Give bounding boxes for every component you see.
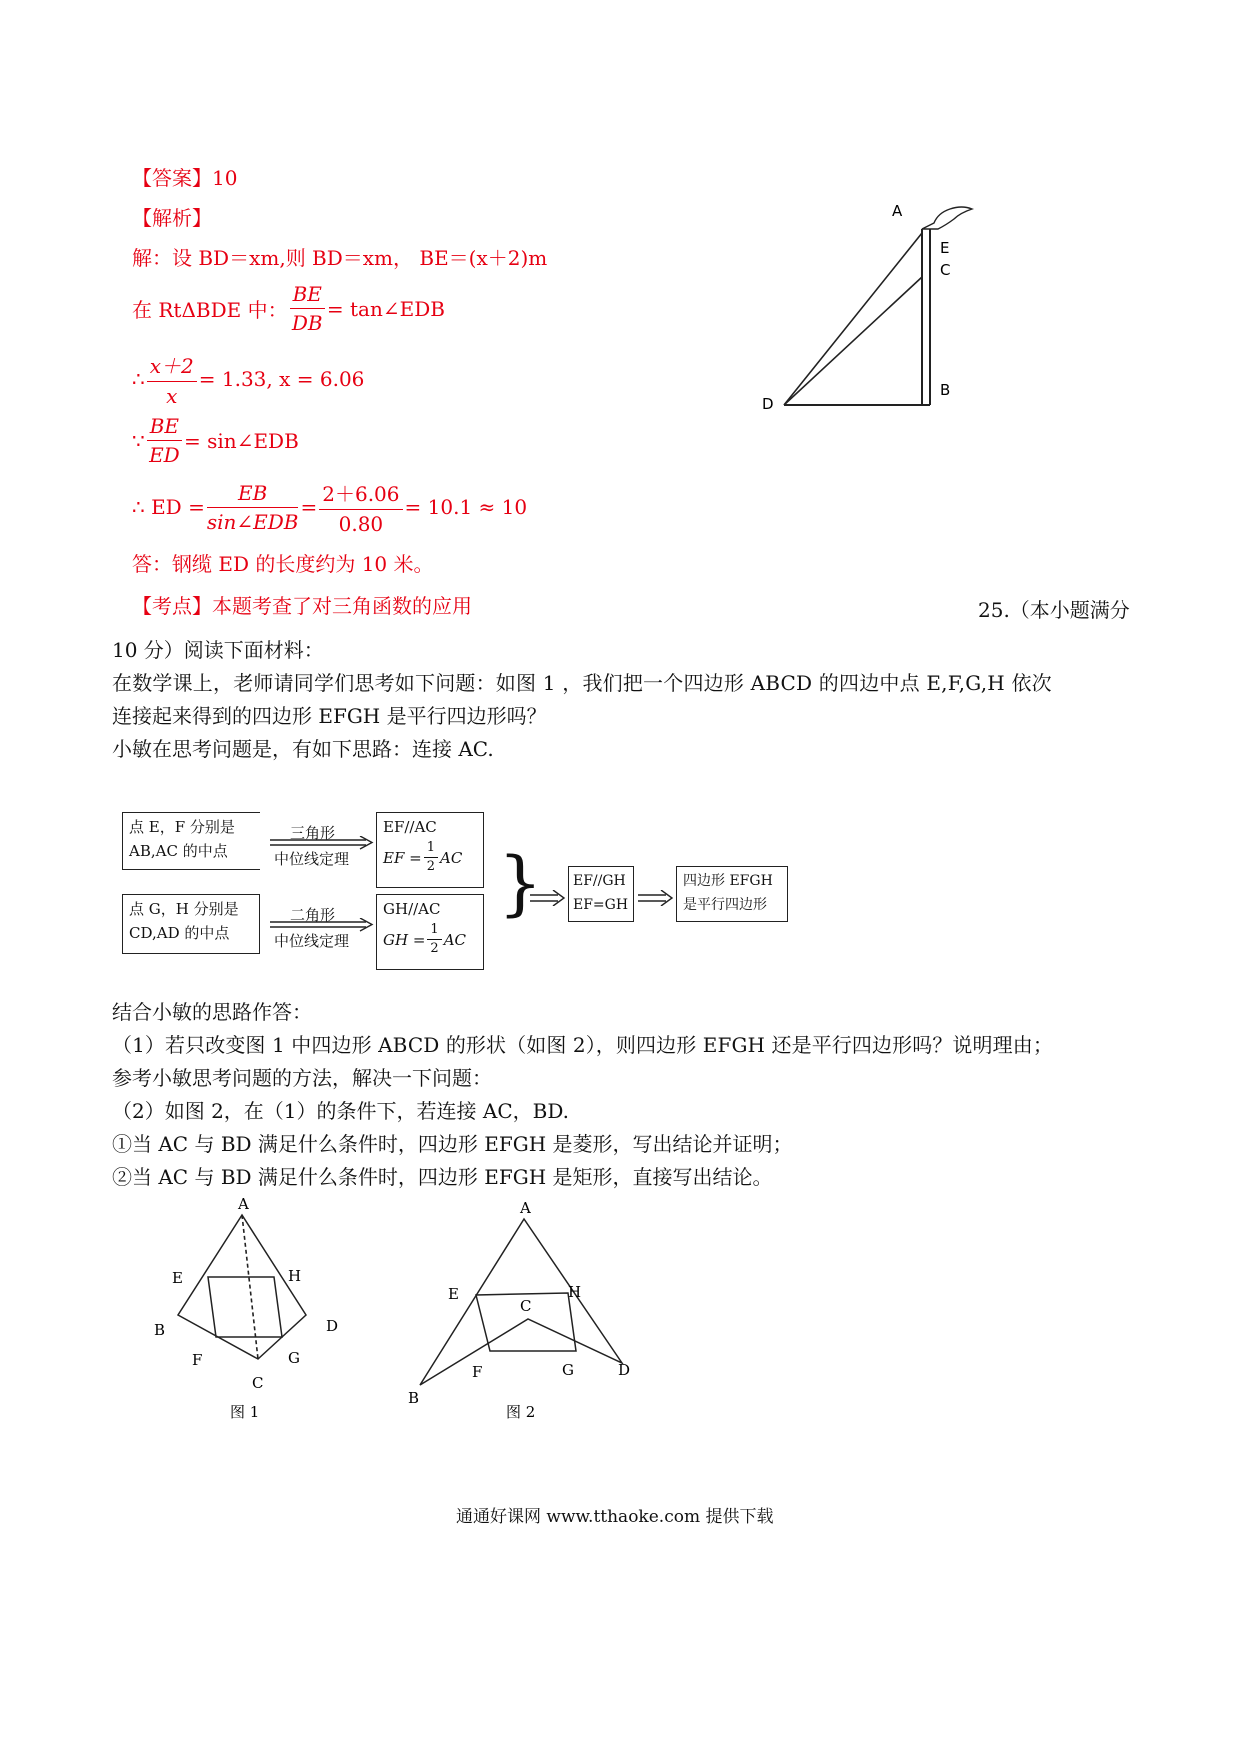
point-d-label: D	[326, 1317, 339, 1335]
flow-ef-formula	[383, 841, 477, 874]
question-1: （1）若只改变图 1 中四边形 ABCD 的形状（如图 2），则四边形 EFGH 还是平行四边形吗？说明理由；	[112, 1033, 1053, 1057]
fraction-numerator: 1	[424, 841, 438, 858]
flow-text: AB,AC 的中点	[129, 842, 228, 860]
point-a-label: A	[892, 202, 903, 220]
fraction-numeric	[319, 478, 402, 536]
problem-number-tail: 10 分）阅读下面材料：	[112, 638, 324, 662]
implies-arrow-icon	[638, 890, 674, 906]
fraction-denominator: 0.80	[338, 512, 384, 536]
point-h-label: H	[568, 1283, 582, 1301]
figure-2-caption: 图 2	[506, 1403, 536, 1421]
formula-lhs: EF =	[383, 848, 422, 867]
formula-rhs: AC	[439, 848, 463, 867]
line5-equals: =	[300, 495, 318, 519]
point-g-label: G	[288, 1349, 300, 1367]
question-1-continued: 参考小敏思考问题的方法，解决一下问题：	[112, 1066, 492, 1090]
figure-1-caption: 图 1	[230, 1403, 260, 1421]
fraction-numerator: BE	[147, 414, 182, 441]
problem-paragraph-3: 小敏在思考问题是，有如下思路：连接 AC.	[112, 737, 494, 761]
fraction-eb-sin	[207, 481, 299, 534]
flow-arrow2-top-label: 二角形	[290, 906, 336, 924]
problem-paragraph-2: 连接起来得到的四边形 EFGH 是平行四边形吗？	[112, 704, 547, 728]
line4-prefix: ∵	[132, 428, 145, 453]
question-2b: ②当 AC 与 BD 满足什么条件时，四边形 EFGH 是矩形，直接写出结论。	[112, 1165, 773, 1189]
fraction-numerator: EB	[207, 481, 299, 508]
line5-prefix: ∴ ED =	[132, 495, 205, 519]
half-fraction	[424, 841, 438, 874]
fraction-denominator: 2	[430, 941, 439, 956]
flow-text: 点 E，F 分别是	[129, 818, 235, 836]
answer-line	[132, 162, 237, 191]
question-2: （2）如图 2，在（1）的条件下，若连接 AC，BD.	[112, 1099, 570, 1123]
point-b-label: B	[940, 381, 951, 399]
figure-1	[150, 1195, 360, 1425]
line4-suffix: = sin∠EDB	[184, 428, 299, 453]
line2-prefix: 在 RtΔBDE 中：	[132, 298, 288, 322]
cable-dc	[784, 277, 922, 405]
fraction-denominator: sin∠EDB	[206, 509, 299, 534]
problem-paragraph-1: 在数学课上，老师请同学们思考如下问题：如图 1 ，我们把一个四边形 ABCD 的四边中点 E,F,G,H 依次	[112, 671, 1052, 695]
double-arrow-icon	[270, 918, 374, 932]
point-e-label: E	[940, 239, 950, 257]
point-g-label: G	[562, 1361, 574, 1379]
flow-text: 是平行四边形	[683, 897, 767, 913]
flow-box-parallelogram	[676, 866, 788, 922]
cable-de	[784, 233, 922, 405]
flow-text: EF//AC	[383, 818, 437, 836]
flow-arrow1-top-label: 三角形	[290, 824, 336, 842]
point-f-label: F	[192, 1351, 203, 1369]
question-2a: ①当 AC 与 BD 满足什么条件时，四边形 EFGH 是菱形，写出结论并证明；	[112, 1132, 793, 1156]
solution-line-3	[132, 350, 364, 408]
point-f-label: F	[472, 1363, 483, 1381]
answer-value: 10	[212, 166, 238, 190]
problem-number-head: 25.（本小题满分	[978, 598, 1130, 622]
page-footer: 通通好课网 www.tthaoke.com 提供下载	[456, 1507, 774, 1527]
formula-rhs: AC	[443, 930, 466, 949]
point-d-label: D	[618, 1361, 631, 1379]
pole-cable-figure	[740, 195, 980, 420]
figure-2	[400, 1195, 660, 1425]
point-e-label: E	[448, 1285, 459, 1303]
fraction-numerator: 1	[427, 923, 441, 940]
point-c-label: C	[520, 1297, 532, 1315]
fraction-denominator: x	[166, 384, 178, 408]
solution-line-2	[132, 282, 445, 335]
quadrilateral-efgh	[208, 1277, 282, 1337]
answer-label: 【答案】	[132, 166, 212, 190]
implies-arrow-icon	[530, 890, 566, 906]
keypoint-label: 【考点】	[132, 594, 212, 618]
line3-prefix: ∴	[132, 367, 145, 391]
fraction-be-ed	[147, 414, 182, 467]
point-b-label: B	[154, 1321, 166, 1339]
flow-arrow2-bottom-label: 中位线定理	[274, 932, 350, 950]
fraction-numerator: x＋2	[147, 350, 197, 382]
solution-line-1: 解：设 BD＝xm,则 BD＝xm， BE＝(x＋2)m	[132, 246, 548, 270]
point-h-label: H	[288, 1267, 302, 1285]
double-arrow-icon	[270, 836, 374, 850]
fraction-denominator: DB	[291, 311, 323, 335]
point-b-label: B	[408, 1389, 420, 1407]
analysis-label: 【解析】	[132, 206, 212, 230]
flow-box-gh-premise	[122, 894, 260, 954]
half-fraction	[427, 923, 441, 956]
point-e-label: E	[172, 1269, 183, 1287]
flag-icon	[922, 207, 972, 229]
flow-arrow1-bottom-label: 中位线定理	[274, 850, 350, 868]
solution-line-5	[132, 478, 527, 536]
line2-suffix: = tan∠EDB	[326, 296, 445, 321]
point-a-label: A	[520, 1199, 531, 1217]
point-d-label: D	[762, 395, 774, 413]
question-intro: 结合小敏的思路作答：	[112, 1000, 312, 1024]
flow-text: 点 G，H 分别是	[129, 900, 239, 918]
fraction-x2-x	[147, 350, 197, 408]
fraction-denominator: 2	[426, 859, 435, 874]
flow-box-ef-premise	[122, 812, 260, 870]
flow-text: CD,AD 的中点	[129, 924, 230, 942]
flow-text: EF//GH	[573, 873, 626, 889]
fraction-numerator: BE	[290, 282, 325, 309]
fraction-numerator: 2＋6.06	[319, 478, 402, 510]
point-a-label: A	[238, 1195, 249, 1213]
keypoint-line	[132, 590, 472, 619]
fraction-be-db	[290, 282, 325, 335]
right-brace-icon: }	[498, 842, 543, 924]
fraction-denominator: ED	[149, 443, 180, 467]
line3-suffix: = 1.33, x = 6.06	[198, 367, 365, 391]
flow-gh-formula	[383, 923, 477, 956]
keypoint-text: 本题考查了对三角函数的应用	[212, 594, 472, 618]
flow-text: EF=GH	[573, 897, 629, 913]
point-c-label: C	[940, 261, 951, 279]
flow-text: GH//AC	[383, 900, 441, 918]
flow-box-gh-result	[376, 894, 484, 970]
flow-box-ef-gh	[568, 866, 634, 922]
conclusion: 答：钢缆 ED 的长度约为 10 米。	[132, 552, 434, 576]
solution-line-4	[132, 414, 299, 467]
formula-lhs: GH =	[383, 930, 426, 949]
flow-text: 四边形 EFGH	[683, 873, 773, 889]
line5-suffix: = 10.1 ≈ 10	[404, 495, 528, 519]
flow-box-ef-result	[376, 812, 484, 888]
point-c-label: C	[252, 1374, 264, 1392]
